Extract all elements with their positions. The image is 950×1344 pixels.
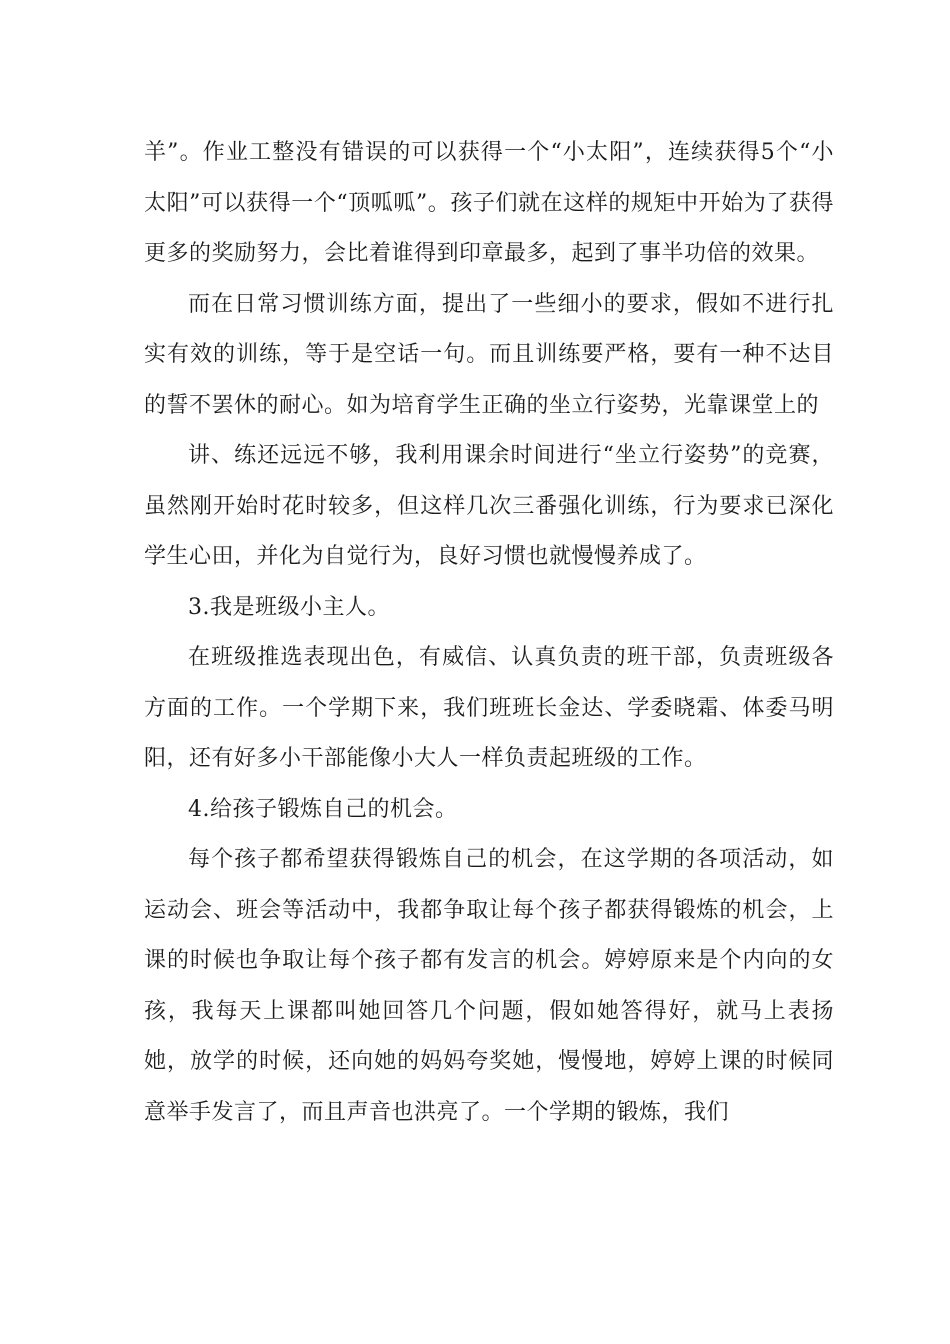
paragraph-3: 讲、练还远远不够，我利用课余时间进行“坐立行姿势”的竞赛，虽然刚开始时花时较多，但这样几次三番强化训练，行为要求已深化学生心田，并化为自觉行为，良好习惯也就慢慢养成了。 [144, 443, 834, 569]
section-heading-4: 4.给孩子锻炼自己的机会。 [188, 796, 458, 822]
section-heading-3: 3.我是班级小主人。 [188, 594, 390, 620]
document-body [144, 128, 834, 1138]
paragraph-7: 每个孩子都希望获得锻炼自己的机会，在这学期的各项活动，如运动会、班会等活动中，我都争取让每个孩子都获得锻炼的机会，上课的时候也争取让每个孩子都有发言的机会。婷婷原来是个内向的女孩，我每天上课都叫她回答几个问题，假如她答得好，就马上表扬她，放学的时候，还向她的妈妈夸奖她，慢慢地，婷婷上课的时候同意举手发言了，而且声音也洪亮了。一个学期的锻炼，我们 [144, 847, 834, 1125]
paragraph-1: 羊”。作业工整没有错误的可以获得一个“小太阳”，连续获得5个“小太阳”可以获得一个“顶呱呱”。孩子们就在这样的规矩中开始为了获得更多的奖励努力，会比着谁得到印章最多，起到了事半功倍的效果。 [144, 140, 834, 266]
paragraph-5: 在班级推选表现出色，有威信、认真负责的班干部，负责班级各方面的工作。一个学期下来，我们班班长金达、学委晓霜、体委马明阳，还有好多小干部能像小大人一样负责起班级的工作。 [144, 645, 834, 771]
paragraph-2: 而在日常习惯训练方面，提出了一些细小的要求，假如不进行扎实有效的训练，等于是空话一句。而且训练要严格，要有一种不达目的誓不罢休的耐心。如为培育学生正确的坐立行姿势，光靠课堂上的 [144, 291, 834, 418]
